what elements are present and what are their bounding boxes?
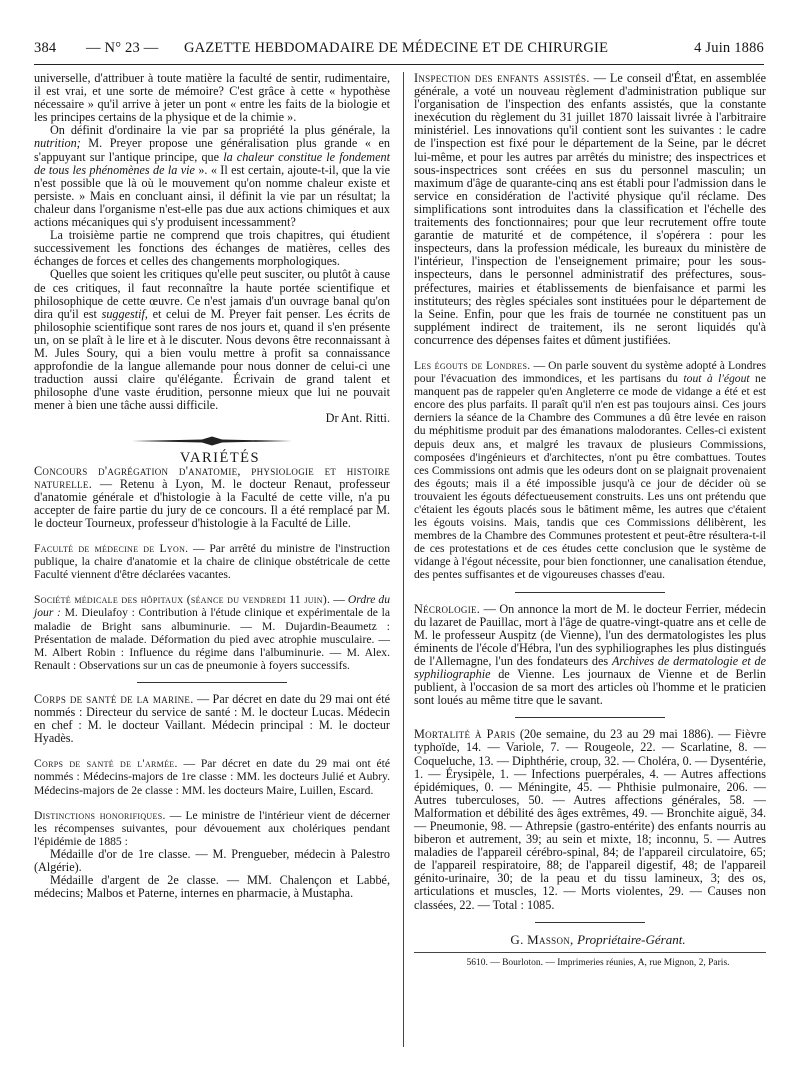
header-rule — [34, 64, 764, 65]
news-item: Inspection des enfants assistés. — Le conseil d'État, en assemblée générale, a voté un nouveau règlement d'administration publique sur l'organisation de l'inspection des enfants assistés, que la constante inexécution du règlement du 31 juillet 1870 laissait livrée à l'arbitraire ministériel. Les innovations qu'il contient sont les suivantes : le cadre de l'inspection est fixé pour le département de la Seine, par le décret lui-même, et pour les autres par arrêtés du ministre; des inspectrices et sous-inspectrices sont créées en sus du personnel masculin; un maximum d'âge de quarante-cinq ans est établi pour l'admission dans le service en considération de l'activité physique qu'il réclame. Des simplifications sont introduites dans la classification et l'échelle des traitements des fonctionnaires; pour que leur recrutement offre toute garantie de maturité et de compétence, il s'opérera : pour les inspecteurs, dans la profession médicale, les bureaux du ministère de l'intérieur, l'inspection de l'enseignement primaire; pour les sous-inspecteurs, dans le personnel administratif des préfectures, sous-préfectures, mairies et établissements de bienfaisance et parmi les instituteurs; des règles spéciales sont instituées pour le département de la Seine. Enfin, pour que les frais de tournée ne constituent pas un supplément indirect de traitement, ils ne seront liquidés qu'à concurrence des dépenses faites et dûment justifiées. — [414, 71, 766, 347]
separator — [515, 717, 665, 718]
imprint-rule — [414, 952, 766, 953]
right-column — [414, 72, 766, 970]
journal-title: GAZETTE HEBDOMADAIRE DE MÉDECINE ET DE CHIRURGIE — [184, 40, 609, 56]
news-item: Société médicale des hôpitaux (séance du vendredi 11 juin). — Ordre du jour : M. Dieulafoy : Contribution à l'étude clinique et expérimentale de la maladie de Bright sans albuminurie. — M. Dujardin-Beaumetz : Présentation de malade. Déformation du pied avec atrophie musculaire. — M. Albert Robin : Influence du régime dans l'albuminurie. — M. Alex. Renault : Observations sur un cas de pneumonie à foyers successifs. — [34, 593, 390, 672]
issue-date: 4 Juin 1886 — [694, 40, 764, 56]
news-item: Nécrologie. — On annonce la mort de M. le docteur Ferrier, médecin du lazaret de Pauillac, mort à l'âge de quatre-vingt-quatre ans et celle de M. le professeur Auspitz (de Vienne), l'un des dermatologistes les plus éminents de l'école d'Hébra, l'un des syphiliographes les plus distingués de l'Allemagne, l'un des fondateurs des Archives de dermatologie et de syphiliographie de Vienne. Les journaux de Vienne et de Berlin publient, à l'occasion de sa mort des articles où l'homme et le praticien sont loués au même titre que le savant. — [414, 601, 766, 708]
paragraph: Médaille d'argent de 2e classe. — MM. Chalençon et Labbé, médecins; Malbos et Paterne, internes en pharmacie, à Mustapha. — [34, 873, 390, 901]
printer-imprint: 5610. — Bourloton. — Imprimeries réunies, A, rue Mignon, 2, Paris. — [466, 957, 730, 968]
paragraph: Médaille d'or de 1re classe. — M. Prengueber, médecin à Palestro (Algérie). — [34, 846, 390, 874]
news-item: Mortalité à Paris (20e semaine, du 23 au 29 mai 1886). — Fièvre typhoïde, 14. — Variole, 7. — Rougeole, 22. — Scarlatine, 8. — Coqueluche, 13. — Diphthérie, croup, 32. — Choléra, 0. — Dysentérie, 1. — Érysipèle, 1. — Infections puerpérales, 4. — Autres affections épidémiques, 0. — Méningite, 45. — Phthisie pulmonaire, 206. — Autres tuberculoses, 50. — Autres affections générales, 58. — Malformation et débilité des âges extrêmes, 49. — Bronchite aiguë, 34. — Pneumonie, 98. — Athrepsie (gastro-entérite) des enfants nourris au biberon et autrement, 39; au sein et mixte, 18; inconnu, 5. — Autres maladies de l'appareil cérébro-spinal, 84; de l'appareil circulatoire, 65; de l'appareil respiratoire, 88; de l'appareil digestif, 48; de l'appareil génito-urinaire, 30; de la peau et du tissu lamineux, 3; des os, articulations et muscles, 12. — Morts violentes, 29. — Causes non classées, 22. — Total : 1085. — [414, 727, 767, 912]
separator — [137, 682, 287, 683]
section-title: VARIÉTÉS — [179, 449, 261, 466]
paragraph: Quelles que soient les critiques qu'elle peut susciter, ou plutôt à cause de ces critiques, il faut reconnaître la haute portée scientifique et philosophique de cette œuvre. Ce n'est jamais d'un ouvrage banal qu'on dira qu'il est suggestif, et celui de M. Preyer fait penser. Les écrits de philosophie scientifique sont rares de nos jours et, quand il s'en présente un, on se plaît à le lire et à le discuter. Nous devons être reconnaissant à M. Jules Soury, qui a bien voulu mettre à profit sa connaissance approfondie de la langue allemande pour nous donner de celui-ci une traduction aussi claire qu'élégante. Écrivain de grand talent et philosophe d'une vaste érudition, personne mieux que lui ne pouvait mener à bien une tâche aussi difficile. — [34, 267, 390, 413]
page-header — [34, 40, 764, 62]
author-signature: Dr Ant. Ritti. — [325, 411, 390, 426]
publisher-line: G. Masson, Propriétaire-Gérant. — [510, 931, 686, 947]
issue-number: — N° 23 — — [86, 40, 159, 56]
page-number: 384 — [34, 40, 57, 56]
paragraph: universelle, d'attribuer à toute matière la faculté de sentir, rudimentaire, il est vrai, et une sorte de mémoire? C'est grâce à cette « hypothèse nécessaire » qu'il arrive à jeter un pont « entre les faits de la biologie et les principes certains de la physique et de la chimie ». — [34, 71, 390, 125]
news-item: Concours d'agrégation d'anatomie, physiologie et histoire naturelle. — Retenu à Lyon, M. le docteur Renaut, professeur d'anatomie générale et d'histologie à la Faculté de cette ville, n'a pu accepter de faire partie du jury de ce concours. Il a été remplacé par M. le docteur Tourneux, professeur d'histologie à la Faculté de Lille. — [34, 463, 390, 530]
separator — [515, 592, 665, 593]
news-item: Distinctions honorifiques. — Le ministre de l'intérieur vient de décerner les récompenses suivantes, pour dévouement aux cholériques pendant l'épidémie de 1885 : — [34, 808, 390, 848]
column-rule — [403, 72, 404, 1047]
paragraph: On définit d'ordinaire la vie par sa propriété la plus générale, la nutrition; M. Preyer propose une généralisation plus grande « en s'appuyant sur l'antique principe, que la chaleur constitue le fondement de tous les phénomènes de la vie ». « Il est certain, ajoute-t-il, que la vie n'est possible que là où le mouvement qu'on nomme chaleur existe et persiste. » Mais en concluant ainsi, il définit la vie par un résultat; la chaleur dans l'organisme n'est-elle pas due aux actions chimiques et aux actions mécaniques qui s'y produisent incessamment? — [34, 123, 390, 230]
news-item: Faculté de médecine de Lyon. — Par arrêté du ministre de l'instruction publique, la chaire d'anatomie et la chaire de clinique obstétricale de cette Faculté viennent d'être déclarées vacantes. — [34, 542, 390, 582]
paragraph: La troisième partie ne comprend que trois chapitres, qui étudient successivement les fonctions des échanges de matières, celles des échanges de forces et celles des changements morphologiques. — [34, 228, 390, 269]
news-item: Corps de santé de l'armée. — Par décret en date du 29 mai ont été nommés : Médecins-majors de 1re classe : MM. les docteurs Julié et Aubry. Médecins-majors de 2e classe : MM. les docteurs Maire, Luillen, Escard. — [34, 757, 390, 797]
separator — [535, 922, 645, 923]
ornament-rule-icon — [132, 436, 292, 446]
news-item: Corps de santé de la marine. — Par décret en date du 29 mai ont été nommés : Directeur du service de santé : M. le docteur Lucas. Médecin en chef : M. le docteur Vaillant. Médecin principal : M. le docteur Hyadès. — [34, 691, 390, 746]
left-column — [34, 72, 390, 900]
news-item: Les égouts de Londres. — On parle souvent du système adopté à Londres pour l'évacuation des immondices, et les partisans du tout à l'égout ne manquent pas de rappeler qu'en Angleterre ce mode de vidange a été et est encore des plus parfaits. Il paraît qu'il n'en est pas toujours ainsi. Ces jours derniers la séance de la Chambre des Communes a dû être levée en raison du méphitisme produit par des émanations malodorantes. Celles-ci existent depuis deux ans, et malgré les travaux de plusieurs Commissions, composées d'ingénieurs et d'architectes, n'ont pu être combattues. Toutes ces Commissions ont admis que les odeurs dont on se plaignait provenaient des égouts; mais il a été impossible jusqu'à ce jour de décider où se trouvaient les égouts défectueusement construits. Les uns ont prétendu que c'étaient les égouts placés sous le bâtiment même, les autres que c'étaient les égouts voisins. Mais, tandis que ces Commissions délibèrent, les membres de la Chambre des Communes protestent et peut-être résultera-t-il de ces protestations et de ces études cette conclusion que le système de vidange à l'égout nécessite, pour bien fonctionner, une canalisation étendue, des pentes suffisantes et de vigoureuses chasses d'eau. — [414, 358, 766, 582]
